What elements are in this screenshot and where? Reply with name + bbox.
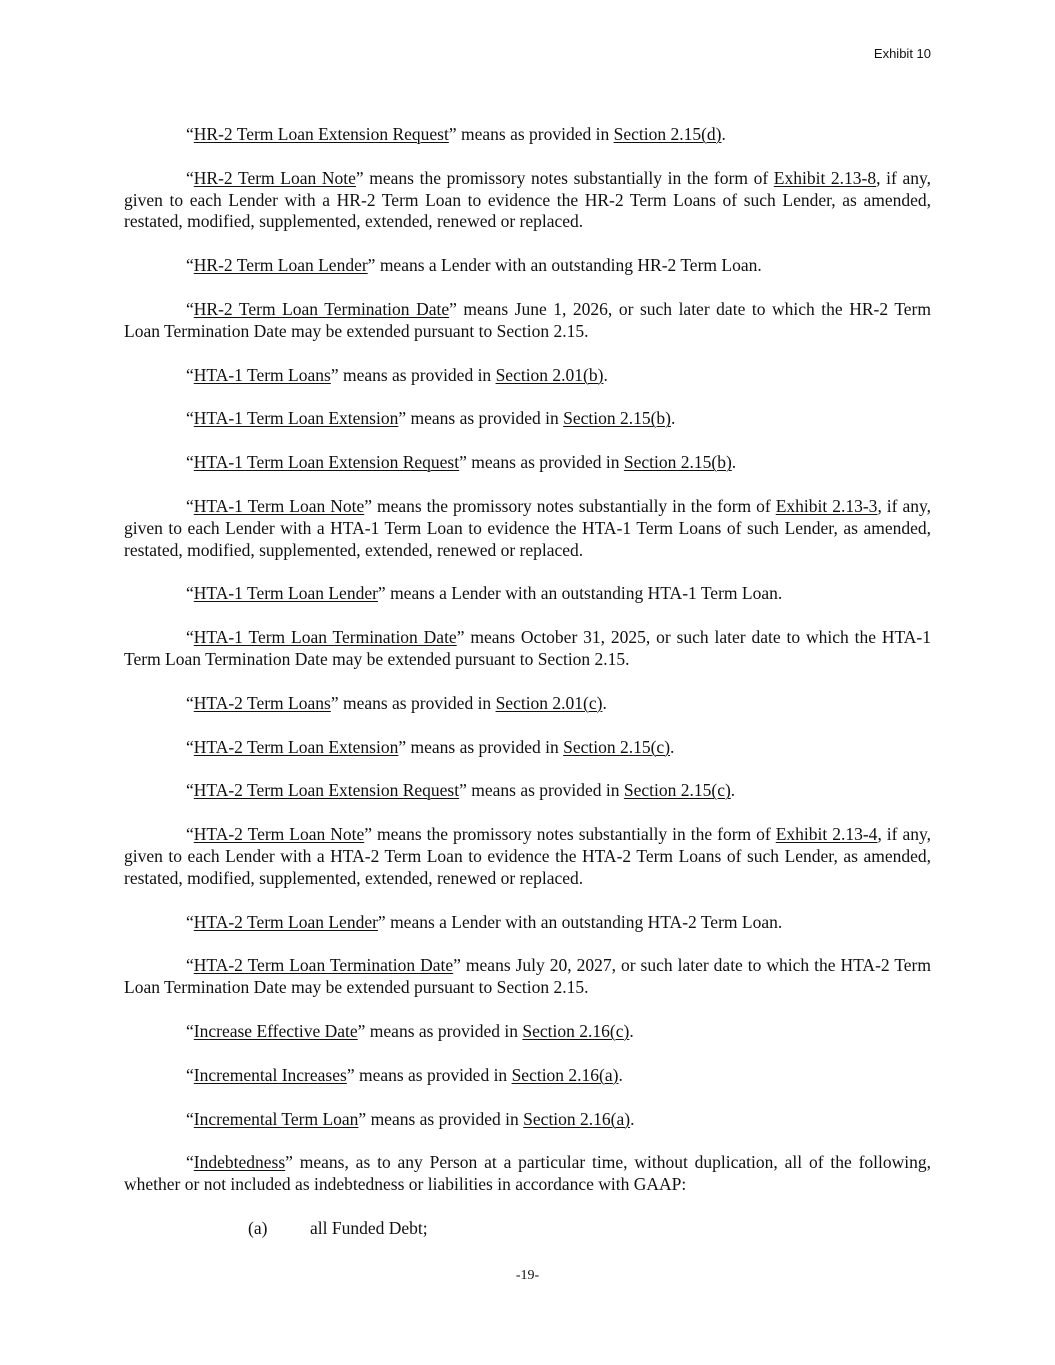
definition-tail: . xyxy=(721,124,726,144)
definition-text: ” means June 1, 2026, or such later date to which the HR-2 Term Loan Termination Date may be extended pursuant to Section 2.15. xyxy=(124,298,932,341)
defined-term: HR-2 Term Loan Termination Date xyxy=(193,298,450,319)
definition-text: ” means July 20, 2027, or such later date to which the HTA-2 Term Loan Termination Date may be extended pursuant to Section 2.15. xyxy=(124,955,931,998)
definition-paragraph xyxy=(124,408,931,430)
definition-text: ” means as provided in xyxy=(448,124,614,144)
cross-reference: Section 2.15(c) xyxy=(563,736,671,757)
definition-paragraph xyxy=(124,299,931,343)
definition-tail: . xyxy=(602,692,607,713)
defined-term: HR-2 Term Loan Extension Request xyxy=(193,124,449,144)
definition-paragraph xyxy=(124,627,931,671)
definition-text: ” means the promissory notes substantially in the form of xyxy=(355,167,774,188)
defined-term: HTA-1 Term Loan Note xyxy=(193,495,365,516)
open-quote: “ xyxy=(186,124,194,144)
definition-paragraph xyxy=(124,955,931,999)
cross-reference: Section 2.15(b) xyxy=(623,452,732,473)
open-quote: “ xyxy=(186,1108,194,1129)
cross-reference: Section 2.16(a) xyxy=(523,1108,631,1129)
definition-tail: . xyxy=(670,736,675,757)
defined-term: HTA-1 Term Loan Lender xyxy=(193,583,378,604)
open-quote: “ xyxy=(186,1064,194,1085)
definition-tail: . xyxy=(730,780,736,801)
definition-text: ” means, as to any Person at a particular time, without duplication, all of the following, whether or not included as indebtedness or liabilities in accordance with GAAP: xyxy=(124,1152,931,1195)
list-item-text: all Funded Debt; xyxy=(310,1217,428,1238)
open-quote: “ xyxy=(186,824,194,845)
cross-reference: Section 2.15(d) xyxy=(613,124,722,144)
definition-text: ” means as provided in xyxy=(459,452,624,473)
open-quote: “ xyxy=(186,408,194,429)
definition-paragraph xyxy=(124,255,931,277)
cross-reference: Exhibit 2.13-4 xyxy=(775,824,878,845)
definition-text: ” means a Lender with an outstanding HTA-2 Term Loan. xyxy=(377,911,783,932)
definition-text: ” means a Lender with an outstanding HR-2 Term Loan. xyxy=(367,255,762,276)
definition-paragraph xyxy=(124,168,931,233)
defined-term: HTA-1 Term Loan Extension xyxy=(193,408,399,429)
open-quote: “ xyxy=(186,583,194,604)
definition-text: ” means as provided in xyxy=(346,1064,512,1085)
definition-text: ” means as provided in xyxy=(330,692,496,713)
defined-term: HR-2 Term Loan Lender xyxy=(193,255,368,276)
open-quote: “ xyxy=(186,167,194,188)
open-quote: “ xyxy=(186,955,194,976)
open-quote: “ xyxy=(186,627,194,648)
cross-reference: Section 2.01(c) xyxy=(495,692,603,713)
definition-paragraph xyxy=(124,780,931,802)
defined-term: HTA-2 Term Loan Termination Date xyxy=(193,955,454,976)
definition-text: ” means as provided in xyxy=(459,780,624,801)
definition-paragraph xyxy=(124,912,931,934)
open-quote: “ xyxy=(186,1020,194,1041)
definition-paragraph xyxy=(124,496,931,561)
definition-paragraph xyxy=(124,824,931,889)
defined-term: HTA-1 Term Loans xyxy=(193,364,331,385)
cross-reference: Section 2.16(a) xyxy=(511,1064,619,1085)
open-quote: “ xyxy=(186,780,194,801)
cross-reference: Exhibit 2.13-3 xyxy=(775,495,878,516)
defined-term: Incremental Increases xyxy=(193,1064,347,1085)
list-item-label: (a) xyxy=(248,1217,268,1238)
defined-term: HR-2 Term Loan Note xyxy=(193,167,356,188)
open-quote: “ xyxy=(186,692,194,713)
definition-tail: . xyxy=(618,1064,623,1085)
definition-tail: , if any, given to each Lender with a HTA-1 Term Loan to evidence the HTA-1 Term Loans of such Lender, as amended, restated, modified, supplemented, extended, renewed or replaced. xyxy=(124,495,931,560)
defined-term: Increase Effective Date xyxy=(193,1020,358,1041)
definition-text: ” means a Lender with an outstanding HTA-1 Term Loan. xyxy=(377,583,783,604)
open-quote: “ xyxy=(186,452,194,473)
definition-paragraph xyxy=(124,1152,931,1196)
list-item-a xyxy=(124,1218,931,1240)
definition-tail: . xyxy=(671,408,676,429)
defined-term: Incremental Term Loan xyxy=(193,1108,359,1129)
definition-tail: . xyxy=(629,1020,634,1041)
definition-paragraph xyxy=(124,583,931,605)
defined-term: HTA-2 Term Loan Extension xyxy=(193,736,399,757)
open-quote: “ xyxy=(186,1152,194,1173)
exhibit-label: Exhibit 10 xyxy=(873,46,931,61)
cross-reference: Section 2.15(c) xyxy=(623,780,731,801)
open-quote: “ xyxy=(186,736,194,757)
definition-tail: . xyxy=(731,452,737,473)
defined-term: Indebtedness xyxy=(193,1152,286,1173)
defined-term: HTA-2 Term Loans xyxy=(193,692,331,713)
definition-text: ” means the promissory notes substantially in the form of xyxy=(364,495,776,516)
definition-tail: , if any, given to each Lender with a HR-2 Term Loan to evidence the HR-2 Term Loans of such Lender, as amended, restated, modified, supplemented, extended, renewed or replaced. xyxy=(124,167,931,232)
definition-text: ” means as provided in xyxy=(357,1020,523,1041)
open-quote: “ xyxy=(186,911,194,932)
open-quote: “ xyxy=(186,255,194,276)
defined-term: HTA-2 Term Loan Lender xyxy=(193,911,378,932)
cross-reference: Section 2.15(b) xyxy=(563,408,672,429)
definition-tail: , if any, given to each Lender with a HTA-2 Term Loan to evidence the HTA-2 Term Loans of such Lender, as amended, restated, modified, supplemented, extended, renewed or replaced. xyxy=(124,824,931,888)
open-quote: “ xyxy=(186,495,194,516)
definition-paragraph xyxy=(124,365,931,387)
definition-tail: . xyxy=(630,1108,635,1129)
cross-reference: Section 2.01(b) xyxy=(495,364,604,385)
definition-paragraph xyxy=(124,737,931,759)
definition-text: ” means as provided in xyxy=(398,736,564,757)
definition-paragraph xyxy=(124,1109,931,1131)
definition-tail: . xyxy=(603,364,608,385)
defined-term: HTA-1 Term Loan Extension Request xyxy=(193,452,460,473)
cross-reference: Section 2.16(c) xyxy=(522,1020,630,1041)
definitions-list xyxy=(124,124,931,1196)
cross-reference: Exhibit 2.13-8 xyxy=(773,167,877,188)
definition-paragraph xyxy=(124,124,931,146)
definition-paragraph xyxy=(124,693,931,715)
definition-text: ” means the promissory notes substantially in the form of xyxy=(364,824,776,845)
definition-paragraph xyxy=(124,1021,931,1043)
defined-term: HTA-2 Term Loan Note xyxy=(193,824,365,845)
definition-text: ” means October 31, 2025, or such later date to which the HTA-1 Term Loan Termination Date may be extended pursuant to Section 2.15. xyxy=(124,627,931,669)
defined-term: HTA-2 Term Loan Extension Request xyxy=(193,780,460,801)
definition-paragraph xyxy=(124,452,931,474)
definition-text: ” means as provided in xyxy=(358,1108,524,1129)
definitions-body xyxy=(124,124,931,1240)
page-number: -19- xyxy=(515,1268,540,1283)
definition-paragraph xyxy=(124,1065,931,1087)
defined-term: HTA-1 Term Loan Termination Date xyxy=(193,627,457,648)
definition-text: ” means as provided in xyxy=(330,364,496,385)
open-quote: “ xyxy=(186,364,194,385)
definition-text: ” means as provided in xyxy=(398,408,564,429)
open-quote: “ xyxy=(186,298,194,319)
